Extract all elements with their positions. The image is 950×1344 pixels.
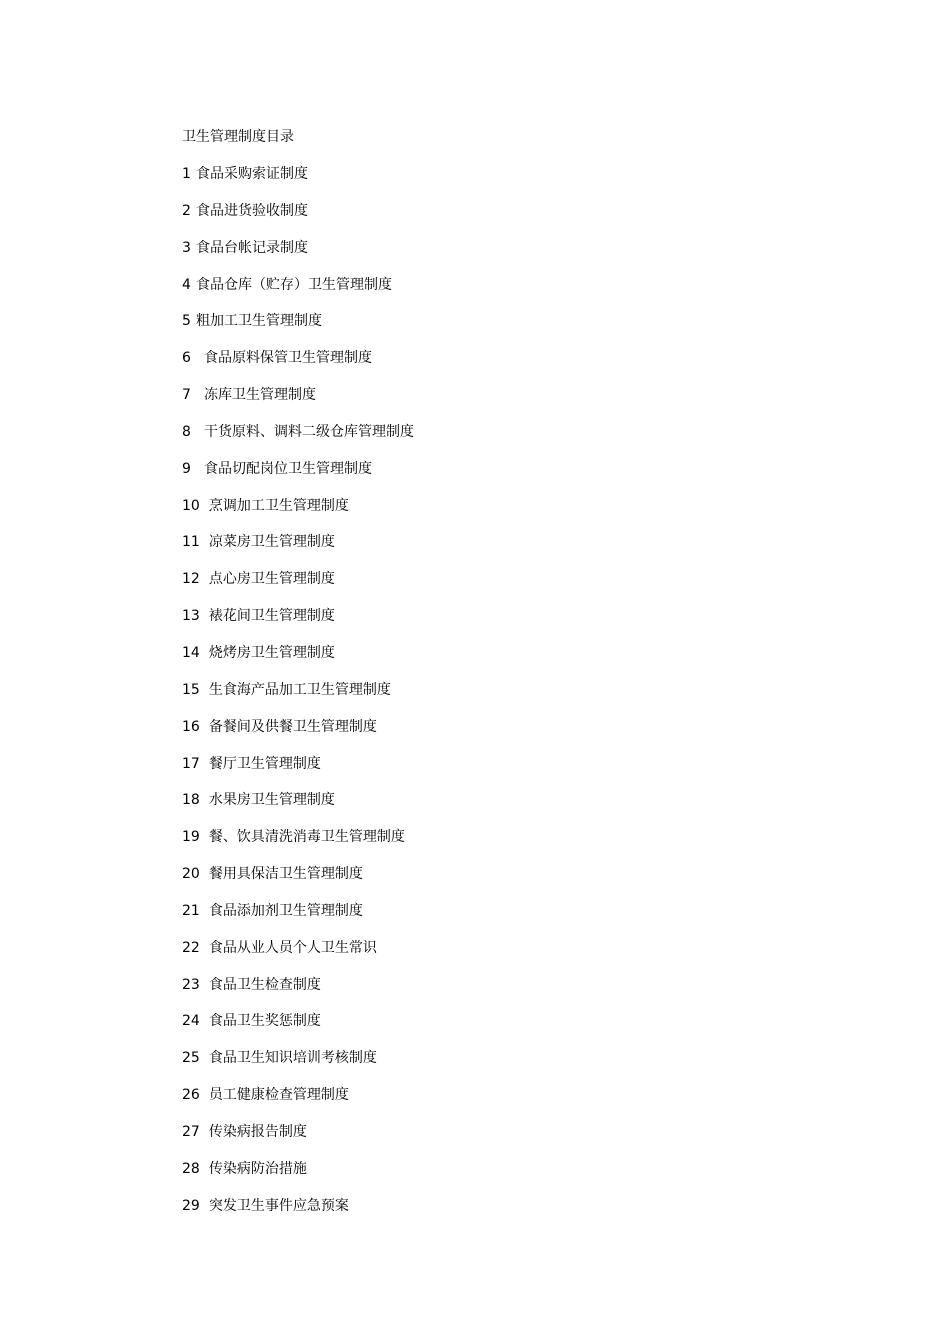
toc-item-number: 23 (182, 976, 200, 993)
toc-item-text: 食品卫生奖惩制度 (208, 1013, 321, 1030)
toc-item (182, 900, 882, 937)
toc-item-number: 21 (182, 902, 200, 919)
toc-item-text: 冻库卫生管理制度 (204, 387, 316, 404)
toc-item-text: 食品卫生检查制度 (208, 976, 321, 993)
toc-item-text: 烧烤房卫生管理制度 (208, 644, 335, 661)
toc-item-number: 11 (182, 534, 200, 551)
toc-item-text: 传染病报告制度 (208, 1123, 307, 1140)
toc-item-text: 食品原料保管卫生管理制度 (204, 350, 372, 367)
toc-item-number: 6 (182, 350, 191, 367)
toc-item-text: 点心房卫生管理制度 (208, 571, 335, 588)
toc-item (182, 568, 882, 605)
toc-list (182, 163, 882, 1231)
toc-item (182, 789, 882, 826)
toc-item (182, 642, 882, 679)
toc-item (182, 1195, 882, 1232)
toc-item-text: 食品添加剂卫生管理制度 (208, 902, 363, 919)
toc-item-number: 20 (182, 866, 200, 883)
toc-item-number: 22 (182, 939, 200, 956)
toc-item-number: 2 (182, 202, 191, 219)
toc-item-text: 食品进货验收制度 (196, 202, 308, 219)
toc-item-number: 15 (182, 681, 200, 698)
toc-item (182, 1084, 882, 1121)
toc-item-text: 生食海产品加工卫生管理制度 (208, 681, 391, 698)
toc-item (182, 531, 882, 568)
toc-item (182, 384, 882, 421)
toc-item-text: 员工健康检查管理制度 (208, 1087, 349, 1104)
toc-item (182, 1121, 882, 1158)
toc-item-number: 19 (182, 829, 200, 846)
toc-item-number: 1 (182, 166, 191, 182)
toc-item-text: 食品切配岗位卫生管理制度 (204, 460, 372, 477)
toc-item-text: 凉菜房卫生管理制度 (208, 534, 335, 551)
toc-item-text: 餐、饮具清洗消毒卫生管理制度 (208, 829, 405, 846)
toc-item-number: 12 (182, 571, 200, 588)
toc-item-text: 餐厅卫生管理制度 (208, 755, 321, 772)
toc-item-text: 干货原料、调料二级仓库管理制度 (204, 423, 414, 440)
toc-item-text: 裱花间卫生管理制度 (208, 608, 335, 625)
toc-item (182, 937, 882, 974)
toc-item (182, 716, 882, 753)
toc-item-number: 16 (182, 718, 200, 735)
toc-item-number: 3 (182, 239, 191, 256)
toc-item-number: 25 (182, 1050, 200, 1067)
toc-item (182, 1047, 882, 1084)
toc-item (182, 974, 882, 1011)
toc-item (182, 1010, 882, 1047)
toc-item (182, 237, 882, 274)
toc-item (182, 274, 882, 311)
toc-item-number: 14 (182, 644, 200, 661)
toc-item (182, 310, 882, 347)
toc-item-text: 备餐间及供餐卫生管理制度 (208, 718, 377, 735)
toc-item-text: 食品仓库（贮存）卫生管理制度 (196, 276, 392, 293)
toc-item (182, 605, 882, 642)
toc-item-text: 食品从业人员个人卫生常识 (208, 939, 377, 956)
toc-item-text: 烹调加工卫生管理制度 (208, 497, 349, 514)
toc-item-number: 5 (182, 313, 191, 330)
toc-item-number: 17 (182, 755, 200, 772)
toc-item-text: 水果房卫生管理制度 (208, 792, 335, 809)
toc-item-text: 餐用具保洁卫生管理制度 (208, 866, 363, 883)
toc-item-text: 食品卫生知识培训考核制度 (208, 1050, 377, 1067)
toc-item-text: 突发卫生事件应急预案 (208, 1197, 349, 1214)
toc-item-number: 27 (182, 1123, 200, 1140)
document-title: 卫生管理制度目录 (182, 129, 294, 145)
toc-item (182, 826, 882, 863)
toc-item-number: 26 (182, 1087, 200, 1104)
toc-item-text: 食品采购索证制度 (196, 166, 308, 182)
toc-item (182, 163, 882, 200)
toc-item (182, 1158, 882, 1195)
toc-item (182, 458, 882, 495)
toc-item (182, 863, 882, 900)
toc-item-text: 食品台帐记录制度 (196, 239, 308, 256)
toc-item (182, 347, 882, 384)
toc-item-number: 18 (182, 792, 200, 809)
toc-item-number: 7 (182, 387, 191, 404)
toc-item-number: 13 (182, 608, 200, 625)
toc-item (182, 421, 882, 458)
toc-item-number: 29 (182, 1197, 200, 1214)
toc-item-number: 8 (182, 423, 191, 440)
toc-item-number: 4 (182, 276, 191, 293)
toc-item (182, 753, 882, 790)
toc-item-number: 10 (182, 497, 200, 514)
toc-item (182, 200, 882, 237)
toc-content (182, 126, 882, 1231)
toc-item-number: 28 (182, 1160, 200, 1177)
toc-item-number: 9 (182, 460, 191, 477)
toc-item-text: 粗加工卫生管理制度 (196, 313, 322, 330)
toc-item-number: 24 (182, 1013, 200, 1030)
toc-item (182, 495, 882, 532)
toc-item-text: 传染病防治措施 (208, 1160, 307, 1177)
toc-item (182, 679, 882, 716)
